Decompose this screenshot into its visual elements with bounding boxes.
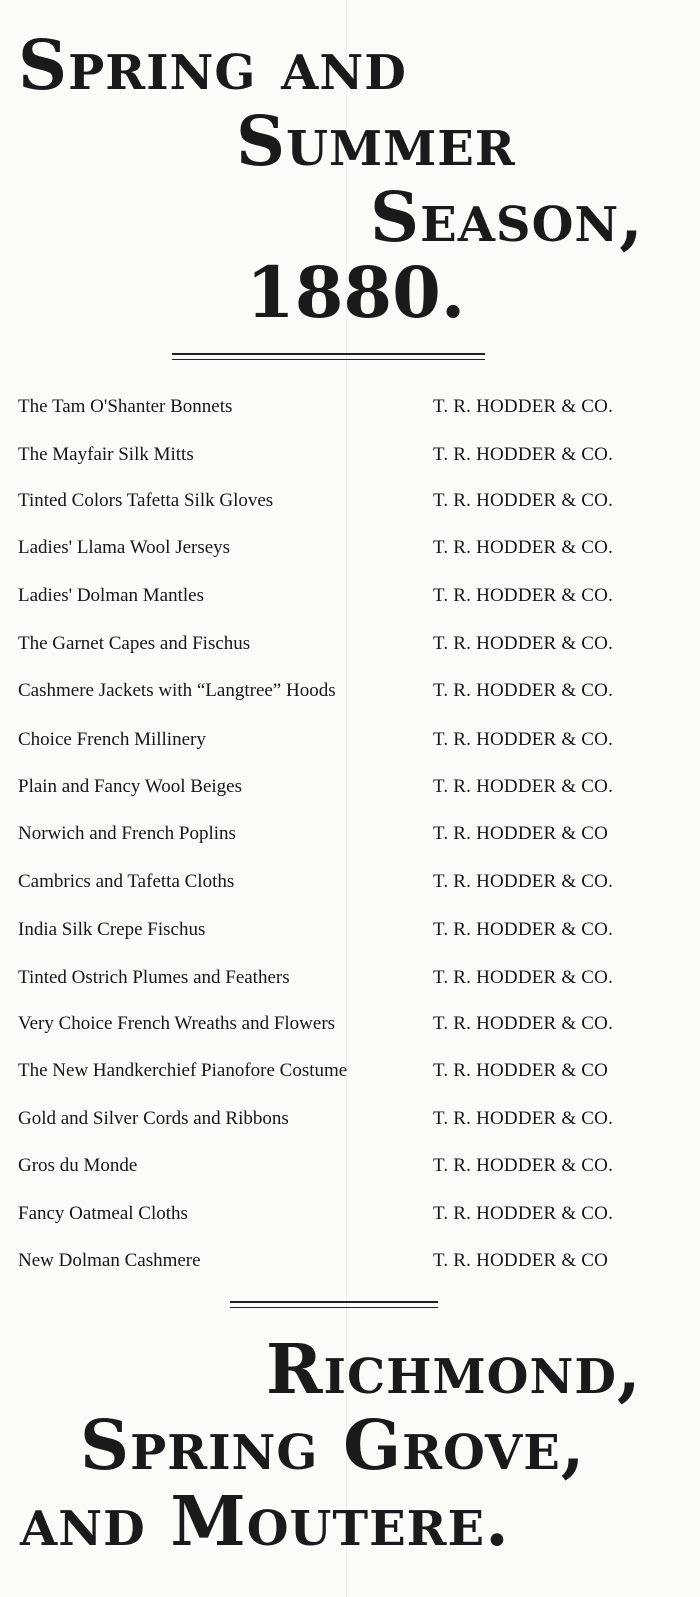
firm-name: T. R. HODDER & CO [433,1060,609,1081]
product-name: The New Handkerchief Pianofore Costume [18,1060,348,1081]
list-item [0,1203,700,1233]
footer-line-2: Spring Grove, [80,1406,586,1486]
list-item [0,1250,700,1280]
product-name: India Silk Crepe Fischus [18,919,206,940]
product-name: Tinted Ostrich Plumes and Feathers [18,967,290,988]
product-name: The Mayfair Silk Mitts [18,444,194,465]
list-item [0,871,700,901]
footer-line-3: and Moutere. [20,1482,510,1562]
product-name: Gold and Silver Cords and Ribbons [18,1108,289,1129]
product-name: Cashmere Jackets with “Langtree” Hoods [18,680,336,701]
product-name: Cambrics and Tafetta Cloths [18,871,235,892]
product-name: Norwich and French Poplins [18,823,236,844]
product-name: Fancy Oatmeal Cloths [18,1203,188,1224]
list-item [0,1155,700,1185]
list-item [0,919,700,949]
firm-name: T. R. HODDER & CO. [433,1108,614,1129]
headline-line-2: Summer [236,102,516,182]
firm-name: T. R. HODDER & CO. [433,680,614,701]
firm-name: T. R. HODDER & CO. [433,490,614,511]
list-item [0,823,700,853]
firm-name: T. R. HODDER & CO. [433,729,614,750]
firm-name: T. R. HODDER & CO. [433,396,614,417]
list-item [0,680,700,710]
firm-name: T. R. HODDER & CO [433,1250,609,1271]
list-item [0,1108,700,1138]
product-name: Ladies' Dolman Mantles [18,585,204,606]
firm-name: T. R. HODDER & CO. [433,585,614,606]
list-item [0,396,700,426]
firm-name: T. R. HODDER & CO. [433,444,614,465]
headline-line-3: Season, [370,178,644,258]
firm-name: T. R. HODDER & CO. [433,1013,614,1034]
product-name: Choice French Millinery [18,729,206,750]
product-name: Tinted Colors Tafetta Silk Gloves [18,490,274,511]
list-item [0,537,700,567]
firm-name: T. R. HODDER & CO. [433,537,614,558]
list-item [0,967,700,997]
product-name: Very Choice French Wreaths and Flowers [18,1013,336,1034]
product-name: Plain and Fancy Wool Beiges [18,776,242,797]
list-item [0,1013,700,1043]
list-item [0,490,700,520]
list-item [0,729,700,759]
product-name: New Dolman Cashmere [18,1250,201,1271]
product-name: Gros du Monde [18,1155,138,1176]
firm-name: T. R. HODDER & CO. [433,776,614,797]
header-rule [172,353,485,360]
footer-rule [230,1301,438,1308]
headline-year: 1880. [246,251,466,334]
list-item [0,444,700,474]
firm-name: T. R. HODDER & CO [433,823,609,844]
list-item [0,776,700,806]
firm-name: T. R. HODDER & CO. [433,1155,614,1176]
list-item [0,633,700,663]
firm-name: T. R. HODDER & CO. [433,871,614,892]
firm-name: T. R. HODDER & CO. [433,919,614,940]
firm-name: T. R. HODDER & CO. [433,633,614,654]
firm-name: T. R. HODDER & CO. [433,967,614,988]
footer-line-1: Richmond, [266,1330,642,1410]
firm-name: T. R. HODDER & CO. [433,1203,614,1224]
product-name: The Tam O'Shanter Bonnets [18,396,233,417]
list-item [0,585,700,615]
headline-line-1: Spring and [18,26,407,106]
product-name: Ladies' Llama Wool Jerseys [18,537,231,558]
list-item [0,1060,700,1090]
product-name: The Garnet Capes and Fischus [18,633,251,654]
